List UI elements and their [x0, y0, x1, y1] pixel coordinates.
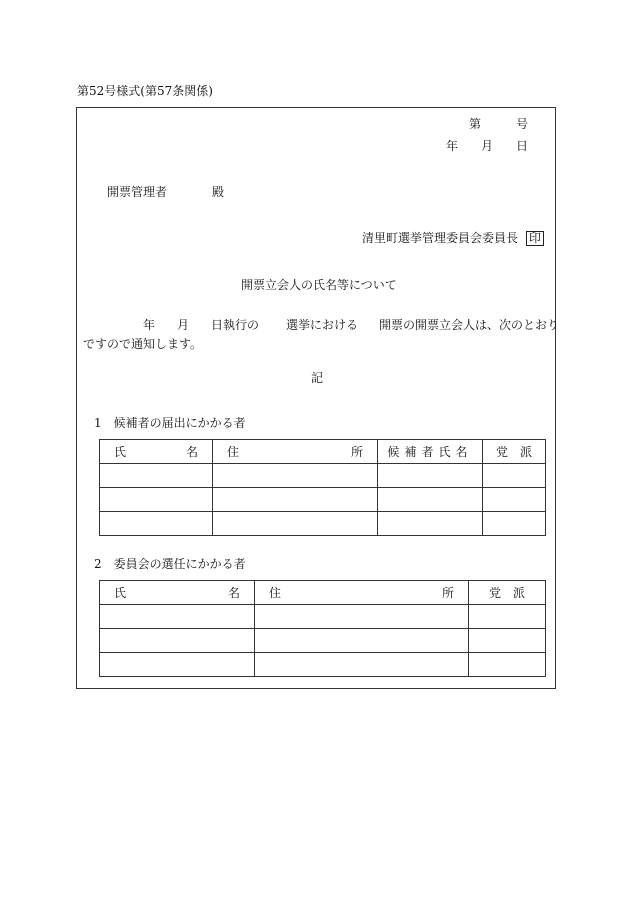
header-party: 党 派 [483, 440, 546, 464]
header-party: 党 派 [469, 581, 546, 605]
cell-name[interactable] [100, 605, 255, 629]
committee-table [99, 580, 546, 677]
addressee-honorific: 殿 [212, 185, 225, 199]
doc-number-go: 号 [516, 117, 529, 131]
table-row [100, 464, 546, 488]
header-name-a: 氏 [114, 444, 127, 459]
table-row [100, 605, 546, 629]
candidate-table-header [100, 440, 546, 464]
committee-table-header [100, 581, 546, 605]
header-name [100, 581, 255, 605]
header-address [255, 581, 469, 605]
cell-address[interactable] [213, 512, 378, 536]
cell-name[interactable] [100, 512, 213, 536]
cell-address[interactable] [255, 629, 469, 653]
body-executed: 日執行の [211, 318, 260, 332]
body-election: 選挙における [286, 318, 359, 332]
cell-party[interactable] [483, 512, 546, 536]
header-addr-b: 所 [350, 444, 363, 459]
header-addr-a: 住 [227, 444, 240, 459]
table-row [100, 629, 546, 653]
cell-candidate[interactable] [378, 488, 483, 512]
cell-address[interactable] [255, 653, 469, 677]
ki-mark: 記 [311, 371, 324, 385]
date-year: 年 [446, 139, 459, 153]
sender-line [362, 231, 544, 246]
header-name [100, 440, 213, 464]
section1-title: 1 候補者の届出にかかる者 [94, 416, 246, 430]
table-row [100, 512, 546, 536]
body-month: 月 [177, 318, 190, 332]
date-day: 日 [516, 139, 529, 153]
cell-address[interactable] [213, 464, 378, 488]
cell-party[interactable] [483, 464, 546, 488]
header-address [213, 440, 378, 464]
cell-name[interactable] [100, 653, 255, 677]
header-candidate: 候補者氏名 [378, 440, 483, 464]
addressee-title: 開票管理者 [107, 185, 168, 199]
cell-party[interactable] [469, 653, 546, 677]
header-addr-b: 所 [441, 585, 454, 600]
form-number: 第52号様式(第57条関係) [77, 84, 213, 98]
date-month: 月 [481, 139, 494, 153]
cell-party[interactable] [469, 605, 546, 629]
table-row [100, 488, 546, 512]
doc-number-dai: 第 [469, 117, 482, 131]
cell-candidate[interactable] [378, 464, 483, 488]
section2-title: 2 委員会の選任にかかる者 [94, 557, 246, 571]
cell-name[interactable] [100, 464, 213, 488]
cell-party[interactable] [483, 488, 546, 512]
body-year: 年 [143, 318, 156, 332]
candidate-table [99, 439, 546, 536]
document-title: 開票立会人の氏名等について [241, 278, 397, 292]
header-name-b: 名 [185, 444, 198, 459]
seal-mark: 印 [526, 231, 544, 246]
table-row [100, 653, 546, 677]
cell-candidate[interactable] [378, 512, 483, 536]
cell-address[interactable] [213, 488, 378, 512]
cell-address[interactable] [255, 605, 469, 629]
cell-name[interactable] [100, 629, 255, 653]
body-text-line1: 開票の開票立会人は、次のとおり [379, 318, 560, 332]
cell-party[interactable] [469, 629, 546, 653]
header-addr-a: 住 [269, 585, 282, 600]
header-name-b: 名 [227, 585, 240, 600]
header-name-a: 氏 [114, 585, 127, 600]
body-text-line2: ですので通知します。 [83, 337, 203, 351]
sender-name: 清里町選挙管理委員会委員長 [362, 231, 519, 245]
cell-name[interactable] [100, 488, 213, 512]
